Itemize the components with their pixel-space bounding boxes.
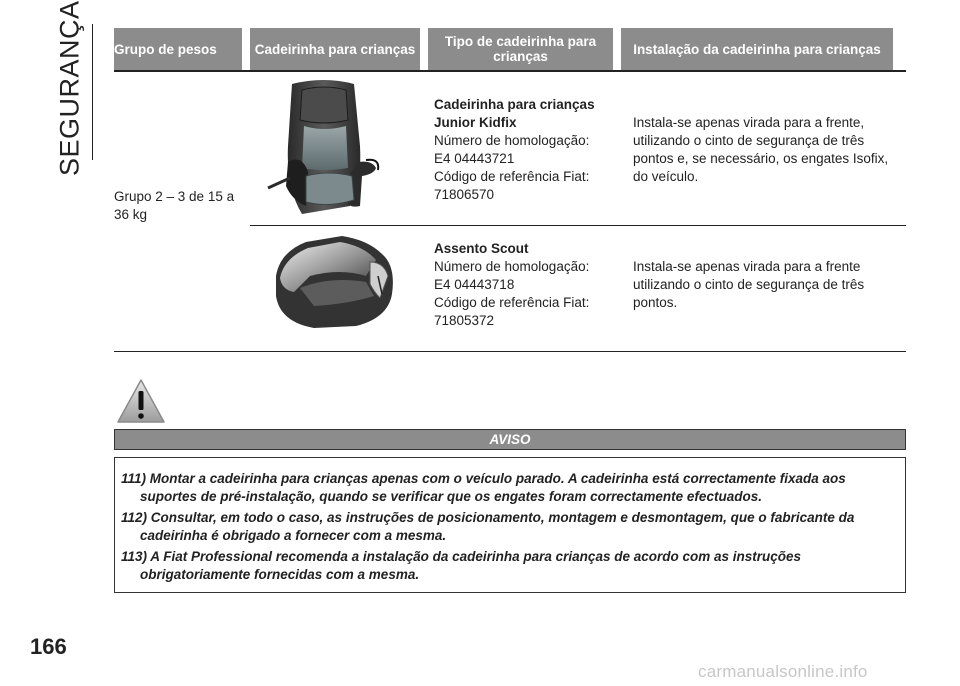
- approval-number: E4 04443718: [434, 277, 515, 292]
- seat-name: Assento Scout: [434, 241, 529, 256]
- row-divider: [250, 225, 906, 226]
- header-gap: [420, 28, 428, 70]
- warning-box: [114, 457, 906, 593]
- weight-group-cell: Grupo 2 – 3 de 15 a 36 kg: [114, 189, 235, 222]
- page-number: 166: [30, 634, 67, 659]
- reference-number: 71805372: [434, 313, 495, 328]
- table-header: [114, 28, 893, 70]
- header-child-seat: Cadeirinha para crianças: [250, 28, 420, 70]
- reference-number: 71806570: [434, 187, 495, 202]
- child-booster-seat-with-backrest-image: [262, 76, 387, 220]
- section-title-rule: [92, 24, 93, 160]
- table-bottom-rule: [114, 351, 906, 352]
- header-installation: Instalação da cadeirinha para crianças: [621, 28, 893, 70]
- header-seat-type: Tipo de cadeirinha para crianças: [428, 28, 613, 70]
- header-gap: [242, 28, 250, 70]
- reference-label: Código de referência Fiat:: [434, 169, 590, 184]
- installation-cell: Instala-se apenas virada para a frente utilizando o cinto de segurança de três pontos.: [633, 259, 865, 310]
- booster-cushion-seat-image: [270, 232, 400, 332]
- warning-item: 113) A Fiat Professional recomenda a instalação da cadeirinha para crianças de acordo com as instruções obrigatoriamente fornecidas com a mesma.: [121, 549, 802, 582]
- approval-label: Número de homologação:: [434, 259, 590, 274]
- seat-name: Cadeirinha para crianças Junior Kidfix: [434, 97, 595, 130]
- warning-title-bar: [114, 429, 906, 450]
- header-weight-group: Grupo de pesos: [114, 28, 242, 70]
- warning-item: 111) Montar a cadeirinha para crianças apenas com o veículo parado. A cadeirinha está correctamente fixada aos suportes de pré-instalação, quando se verificar que os engates foram correctamente efectuados.: [121, 471, 846, 504]
- approval-label: Número de homologação:: [434, 133, 590, 148]
- seat-type-cell: [434, 240, 624, 330]
- installation-cell: Instala-se apenas virada para a frente, utilizando o cinto de segurança de três pontos e, se necessário, os engates Isofix, do veículo.: [633, 115, 889, 184]
- warning-title: AVISO: [489, 432, 531, 447]
- header-gap: [613, 28, 621, 70]
- seat-type-cell: [434, 96, 624, 204]
- header-rule: [114, 70, 906, 72]
- warning-item: 112) Consultar, em todo o caso, as instruções de posicionamento, montagem e desmontagem, que o fabricante da cadeirinha é obrigado a fornecer com a mesma.: [121, 510, 855, 543]
- watermark: carmanualsonline.info: [698, 662, 868, 681]
- approval-number: E4 04443721: [434, 151, 515, 166]
- section-title-text: SEGURANÇA: [54, 0, 85, 176]
- reference-label: Código de referência Fiat:: [434, 295, 590, 310]
- warning-triangle-icon: [116, 378, 166, 424]
